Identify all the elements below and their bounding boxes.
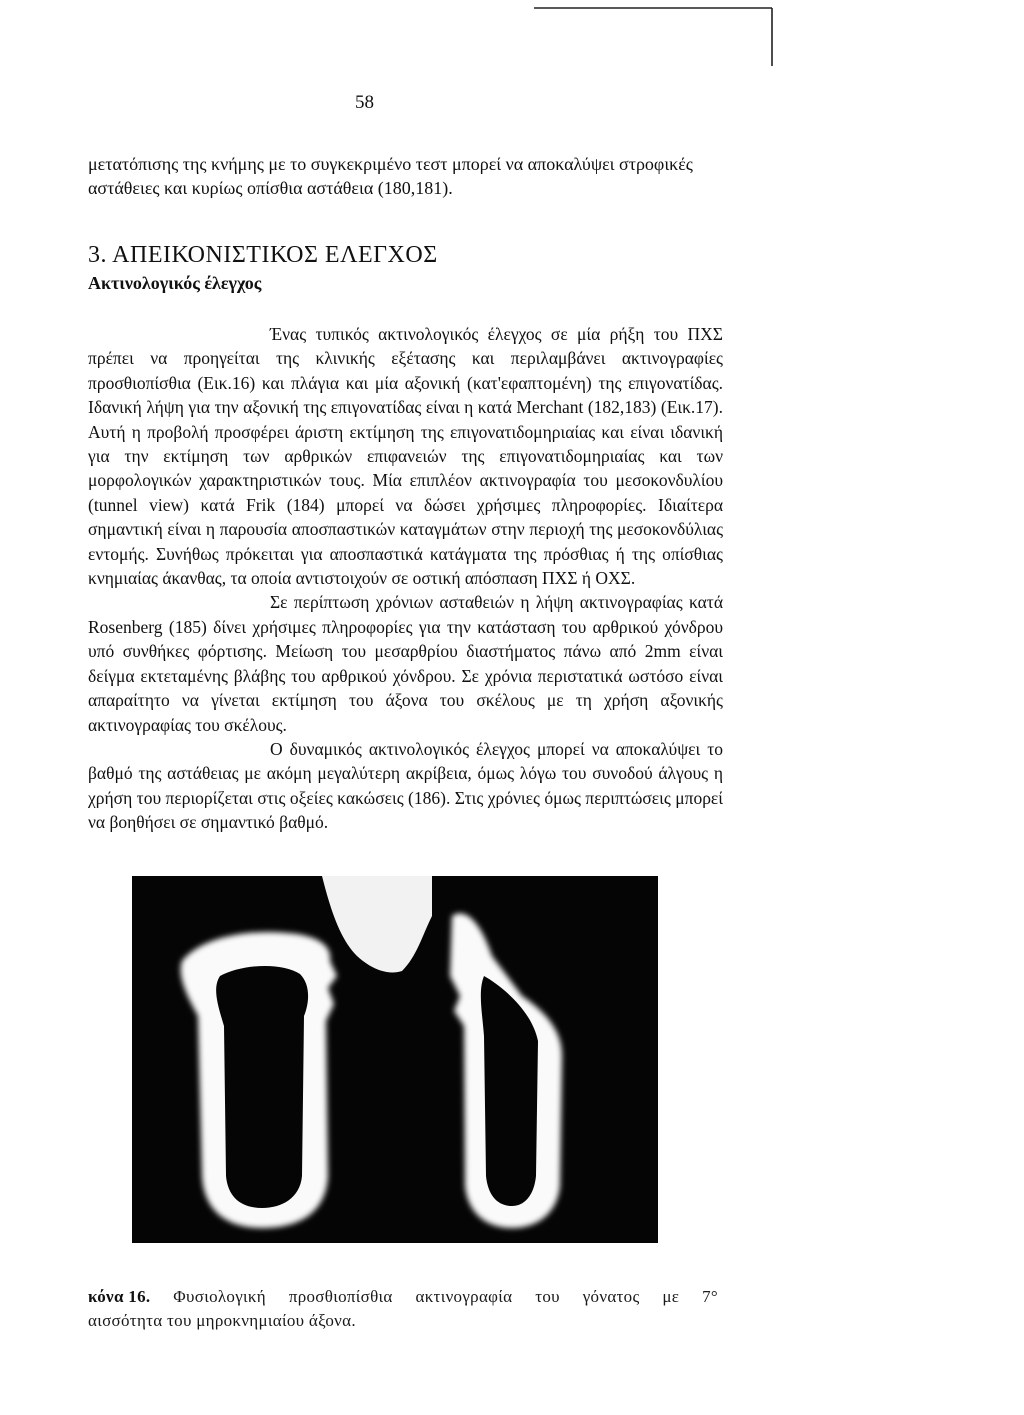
caption-word: Φυσιολογική	[173, 1287, 266, 1306]
caption-line-1	[88, 1285, 718, 1309]
figure-caption	[88, 1285, 718, 1333]
caption-word: του	[535, 1287, 560, 1306]
caption-word: 7°	[702, 1287, 718, 1306]
paragraph: Σε περίπτωση χρόνιων ασταθειών η λήψη ακτινογραφίας κατά Rosenberg (185) δίνει χρήσιμες πληροφορίες για την κατάσταση του αρθρικού χόνδρου υπό συνθήκες φόρτισης. Μείωση του μεσαρθρίου διαστήματος πάνω από 2mm είναι δείγμα εκτεταμένης βλάβης του αρθρικού χόνδρου. Σε χρόνια περιστατικά ωστόσο είναι απαραίτητο να γίνεται εκτίμηση του άξονα του σκέλους με τη χρήση αξονικής ακτινογραφίας του σκέλους.	[88, 592, 723, 735]
scan-edge-mark	[534, 0, 776, 66]
caption-label: κόνα 16.	[88, 1287, 151, 1306]
section-heading: 3. ΑΠΕΙΚΟΝΙΣΤΙΚΟΣ ΕΛΕΓΧΟΣ	[88, 242, 438, 268]
paragraph: Ο δυναμικός ακτινολογικός έλεγχος μπορεί να αποκαλύψει το βαθμό της αστάθειας με ακόμη μεγαλύτερη ακρίβεια, όμως λόγω του συνοδού άλγους η χρήση του περιορίζεται στις οξείες κακώσεις (186). Στις χρόνιες όμως περιπτώσεις μπορεί να βοηθήσει σε σημαντικό βαθμό.	[88, 738, 723, 833]
body-text	[88, 322, 723, 835]
caption-word: γόνατος	[582, 1287, 640, 1306]
caption-line-2: αισσότητα του μηροκνημιαίου άξονα.	[88, 1311, 356, 1330]
xray-figure	[132, 876, 658, 1243]
caption-word: ακτινογραφία	[415, 1287, 513, 1306]
caption-word: προσθιοπίσθια	[288, 1287, 393, 1306]
paragraph: Ένας τυπικός ακτινολογικός έλεγχος σε μία ρήξη του ΠΧΣ πρέπει να προηγείται της κλινικής εξέτασης και περιλαμβάνει ακτινογραφίες προσθιοπίσθια (Εικ.16) και πλάγια και μία αξονική (κατ'εφαπτομένη) της επιγονατίδας. Ιδανική λήψη για την αξονική της επιγονατίδας είναι η κατά Merchant (182,183) (Εικ.17). Αυτή η προβολή προσφέρει άριστη εκτίμηση της επιγονατιδομηριαίας και είναι ιδανική για την εκτίμηση των αρθρικών επιφανειών της επιγονατιδομηριαίας και των μορφολογικών χαρακτηριστικών τους. Μία επιπλέον ακτινογραφία του μεσοκονδυλίου (tunnel view) κατά Frik (184) μπορεί να δώσει χρήσιμες πληροφορίες. Ιδιαίτερα σημαντική είναι η παρουσία αποσπαστικών καταγμάτων στην περιοχή της μεσοκονδύλιας εντομής. Συνήθως πρόκειται για αποσπαστικά κατάγματα της πρόσθιας ή της οπίσθιας κνημιαίας άκανθας, τα οποία αντιστοιχούν σε οστική απόσπαση ΠΧΣ ή ΟΧΣ.	[88, 324, 723, 589]
intro-paragraph: μετατόπισης της κνήμης με το συγκεκριμένο τεστ μπορεί να αποκαλύψει στροφικές αστάθειες και κυρίως οπίσθια αστάθεια (180,181).	[88, 154, 693, 198]
page-number: 58	[355, 92, 374, 113]
caption-word: με	[662, 1287, 680, 1306]
xray-image	[132, 876, 658, 1243]
subsection-heading: Ακτινολογικός έλεγχος	[88, 273, 262, 293]
